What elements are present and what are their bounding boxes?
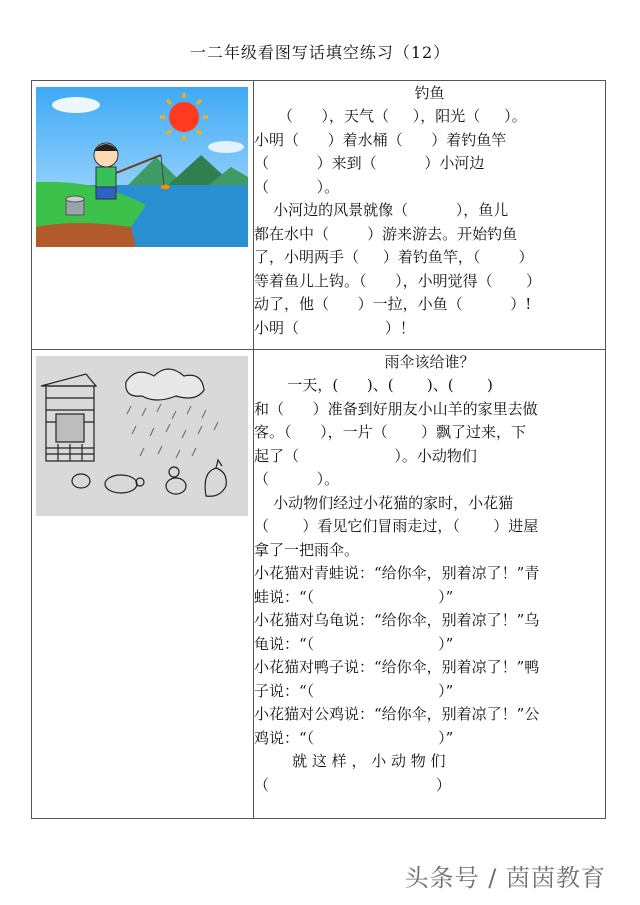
umbrella-heading: 雨伞该给谁？ xyxy=(384,353,475,371)
text-line: （ ） xyxy=(254,775,451,794)
text-line: （ ）来到（ ）小河边 xyxy=(254,154,485,172)
text-line: 等着鱼儿上钩。（ ），小明觉得（ ） xyxy=(254,271,541,290)
text-line: （ ）看见它们冒雨走过，（ ）进屋 xyxy=(254,517,539,535)
text-line: 龟说：“（ ）” xyxy=(254,634,454,653)
fishing-illustration xyxy=(36,87,253,251)
worksheet-table xyxy=(31,80,606,819)
text-line: 小花猫对鸭子说：“给你伞，别着凉了！”鸭 xyxy=(254,658,540,676)
text-line: 鸡说：“（ ）” xyxy=(254,728,454,747)
text-line: 就 这 样 ， 小 动 物 们 xyxy=(254,752,446,770)
section-fishing xyxy=(32,81,606,350)
text-line: 子说：“（ ）” xyxy=(254,681,454,700)
text-line: 和（ ）准备到好朋友小山羊的家里去做 xyxy=(254,399,538,418)
text-line: 小明（ ）！ xyxy=(254,318,415,337)
text-line: 小河边的风景就像（ ），鱼儿 xyxy=(254,201,509,219)
fishing-heading: 钓鱼 xyxy=(414,84,445,102)
text-line: 小动物们经过小花猫的家时，小花猫 xyxy=(254,493,514,512)
text-line: （ ），天气（ ），阳光（ ）。 xyxy=(254,107,527,125)
text-line: 小明（ ）着水桶（ ）着钓鱼竿 xyxy=(254,130,507,149)
fishing-image-cell xyxy=(32,81,254,350)
rain-illustration xyxy=(36,356,253,520)
text-line: 动了，他（ ）一拉，小鱼（ ）! xyxy=(254,295,532,313)
text-line: 一天，( )、( )、( ) xyxy=(254,376,493,394)
text-line: 小花猫对乌龟说：“给你伞，别着凉了！”乌 xyxy=(254,611,540,629)
text-line: 起了（ ）。小动物们 xyxy=(254,446,477,465)
text-line: 小花猫对公鸡说：“给你伞，别着凉了！”公 xyxy=(254,705,540,723)
text-line: （ ）。 xyxy=(254,177,340,196)
section-umbrella xyxy=(32,350,606,819)
text-line: 拿了一把雨伞。 xyxy=(254,540,360,559)
text-line: 都在水中（ ）游来游去。开始钓鱼 xyxy=(254,224,518,243)
umbrella-image-cell xyxy=(32,350,254,819)
umbrella-text-cell xyxy=(254,350,606,819)
text-line: 小花猫对青蛙说：“给你伞，别着凉了！”青 xyxy=(254,564,540,582)
page-title: 一二年级看图写话填空练习（12） xyxy=(189,43,451,62)
watermark: 头条号 / 茵茵教育 xyxy=(404,864,606,892)
boy-fishing-image xyxy=(36,87,248,247)
text-line: 蛙说：“（ ）” xyxy=(254,587,454,606)
text-line: 客。（ ），一片（ ）飘了过来，下 xyxy=(254,423,526,441)
text-line: 了，小明两手（ ）着钓鱼竿，（ ） xyxy=(254,248,534,266)
fishing-text-cell xyxy=(254,81,606,350)
text-line: （ ）。 xyxy=(254,470,340,488)
rain-animals-image xyxy=(36,356,248,516)
